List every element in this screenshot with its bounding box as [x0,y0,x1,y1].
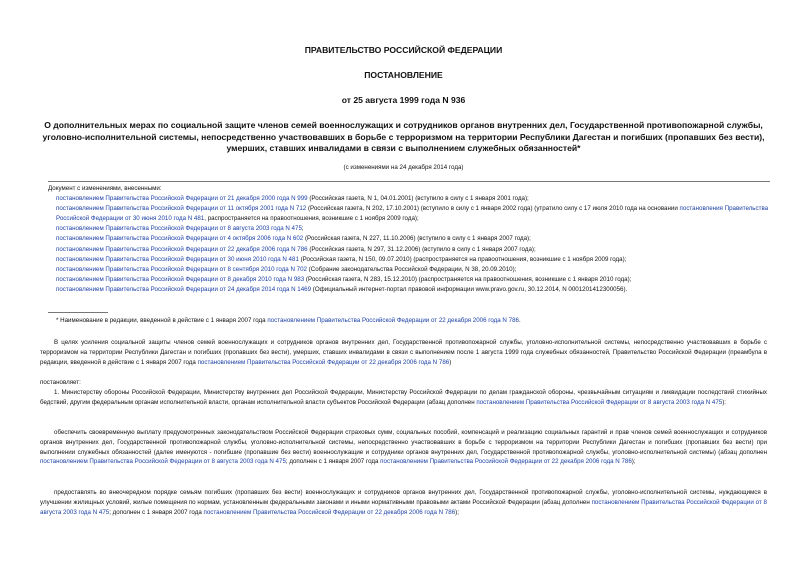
housing-paragraph [40,488,767,517]
list-item [48,204,770,224]
footnote-text: * Наименование в редакции, введенной в действие с 1 января 2007 года [56,317,268,324]
list-item [48,285,770,295]
list-item [48,245,770,255]
change-link[interactable]: постановлением Правительства Российской Федерации от 11 октября 2001 года N 712 [56,205,307,213]
change-text: (Официальный интернет-портал правовой информации www.pravo.gov.ru, 30.12.2014, N 0001201412300056). [311,285,628,293]
paragraph-end: ): [722,398,727,406]
footnote [48,316,770,325]
change-link[interactable]: постановлением Правительства Российской Федерации от 4 октября 2006 года N 602 [56,235,304,243]
clause-1-paragraph [40,388,767,408]
changes-intro: Документ с изменениями, внесенными: [48,185,162,192]
paragraph-link[interactable]: постановлением Правительства Российской Федерации от 8 августа 2003 года N 475 [40,458,286,466]
footnote-divider [48,312,108,313]
paragraph-text: обеспечить своевременную выплату предусмотренных законодательством Российской Федерации страховых сумм, социальных пособий, компенсаций и реализацию социальных гарантий и прав членов семей военнослужащих и сотрудников органов внутренних дел, Государственной противопожарной службы, уголовно-исполнительной системы, непосредственно участвовавших в борьбе с терроризмом на территории Республики Дагестан и погибших (пропавших без вести) при выполнении служебных обязанностей (далее именуются - погибшие (пропавшие без вести) военнослужащие и сотрудники органов внутренних дел, Государственной противопожарной службы, уголовно-исполнительной системы) (абзац дополнен [40,429,767,456]
paragraph-link[interactable]: постановлением Правительства Российской Федерации от 22 декабря 2006 года N 786 [380,458,632,466]
footnote-link[interactable]: постановлением Правительства Российской Федерации от 22 декабря 2006 года N 786 [267,317,519,324]
document-kind: ПОСТАНОВЛЕНИЕ [364,70,443,80]
change-link[interactable]: постановлением Правительства Российской Федерации от 30 июня 2010 года N 481 [56,255,299,263]
change-text: , распространяется на правоотношения, возникшие с 1 ноября 2009 года); [204,215,419,223]
change-text: (Российская газета, N 202, 17.10.2001) (вступило в силу с 1 января 2002 года) (утратило силу с 17 июля 2010 года на основании [306,205,680,213]
document-title: О дополнительных мерах по социальной защите членов семей военнослужащих и сотрудников органов внутренних дел, Государственной противопожарной службы, уголовно-исполнительной системы, непосредственно участвовавших в борьбе с терроризмом на территории Республики Дагестан и погибших (пропавших без вести), умерших, ставших инвалидами в связи с выполнением служебных обязанностей* [42,120,765,153]
change-link[interactable]: постановлением Правительства Российской Федерации от 8 сентября 2010 года N 702 [56,265,307,273]
government-heading: ПРАВИТЕЛЬСТВО РОССИЙСКОЙ ФЕДЕРАЦИИ [304,45,503,55]
list-item [48,265,770,275]
paragraph-end: ); [455,508,459,516]
paragraph-end: ); [631,458,636,466]
change-text: (Российская газета, N 1, 04.01.2001) (вступило в силу с 1 января 2001 года); [307,195,529,203]
paragraph-end: ) [449,358,452,366]
change-text: (Российская газета, N 150, 09.07.2010) (распространяется на правоотношения, возникшие с 1 ноября 2009 года); [298,255,627,263]
paragraph-text: 1. Министерству обороны Российской Федерации, Министерству внутренних дел Российской Федерации, Министерству Российской Федерации по делам гражданской обороны, чрезвычайным ситуациям и ликвидации последствий стихийных бедствий, другим федеральным органам исполнительной власти, органам исполнительной власти субъектов Российской Федерации (абзац дополнен [40,389,767,406]
payments-paragraph [40,428,767,467]
paragraph-text: В целях усиления социальной защиты членов семей военнослужащих и сотрудников органов внутренних дел, Государственной противопожарной службы, уголовно-исполнительной системы, непосредственно участвовавших в борьбе с терроризмом на территории Республики Дагестан и погибших (пропавших без вести), умерших, ставших инвалидами в связи с выполнением после 1 августа 1999 года служебных обязанностей, Правительство Российской Федерации (преамбула в редакции, введенной в действие с 1 января 2007 года [40,339,767,366]
paragraph-text: ; дополнен с 1 января 2007 года [285,458,381,466]
change-text: ; [301,225,304,233]
changes-list [48,181,770,295]
list-item [48,275,770,285]
change-text: (Российская газета, N 227, 11.10.2006) (вступило в силу с 1 января 2007 года); [303,235,531,243]
change-link[interactable]: постановлением Правительства Российской Федерации от 21 декабря 2000 года N 999 [56,195,308,203]
list-item [48,194,770,204]
edition-note: (с изменениями на 24 декабря 2014 года) [343,164,464,171]
change-text: (Российская газета, N 297, 31.12.2006) (вступило в силу с 1 января 2007 года); [307,245,536,253]
paragraph-link[interactable]: постановлением Правительства Российской Федерации от 22 декабря 2006 года N 786 [203,508,456,516]
change-link[interactable]: постановлением Правительства Российской Федерации от 8 декабря 2010 года N 983 [56,275,305,283]
paragraph-text: предоставлять во внеочередном порядке семьям погибших (пропавших без вести) военнослужащих и сотрудников органов внутренних дел, Государственной противопожарной службы, уголовно-исполнительной системы, нуждающимся в улучшении жилищных условий, жилые помещения по нормам, установленным федеральными законами и иными нормативными правовыми актами Российской Федерации (абзац дополнен [40,489,767,506]
paragraph-link[interactable]: постановлением Правительства Российской Федерации от 8 августа 2003 года N 475 [476,398,723,406]
change-link[interactable]: постановления Правительства Российской Федерации от 30 июня 2010 года N 481 [56,205,769,223]
change-link[interactable]: постановлением Правительства Российской Федерации от 24 декабря 2014 года N 1469 [56,285,312,293]
preamble-paragraph [40,338,767,367]
footnote-end: . [518,317,521,324]
change-link[interactable]: постановлением Правительства Российской Федерации от 8 августа 2003 года N 475 [56,225,302,233]
paragraph-text: ; дополнен с 1 января 2007 года [109,508,204,516]
document-date-number: от 25 августа 1999 года N 936 [341,95,466,105]
change-text: (Собрание законодательства Российской Федерации, N 38, 20.09.2010); [306,265,517,273]
list-item [48,255,770,265]
resolves-paragraph: постановляет: [40,379,81,386]
paragraph-link[interactable]: постановлением Правительства Российской Федерации от 8 августа 2003 года N 475 [40,498,768,516]
change-text: (Российская газета, N 283, 15.12.2010) (распространяется на правоотношения, возникшие с 1 января 2010 года); [304,275,632,283]
change-link[interactable]: постановлением Правительства Российской Федерации от 22 декабря 2006 года N 786 [56,245,308,253]
paragraph-link[interactable]: постановлением Правительства Российской Федерации от 22 декабря 2006 года N 786 [197,358,450,366]
list-item [48,224,770,234]
list-item [48,234,770,244]
